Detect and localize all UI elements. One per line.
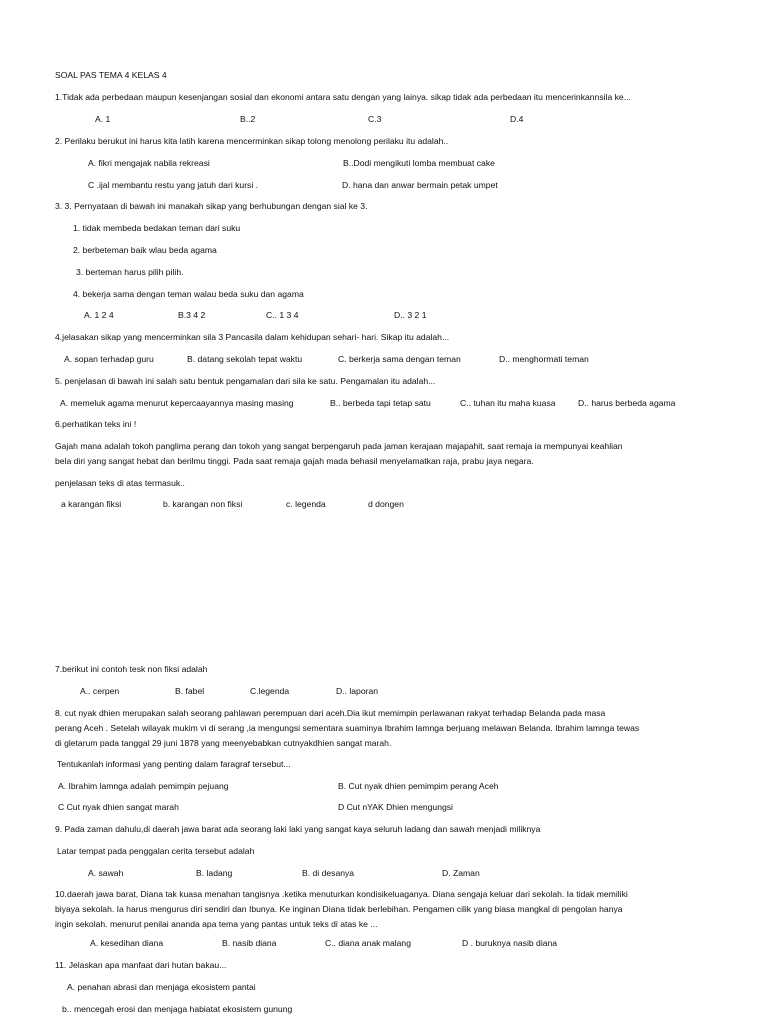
q5-option-c: C.. tuhan itu maha kuasa (460, 398, 556, 408)
q10-option-a: A. kesedihan diana (90, 938, 164, 948)
q1-option-b: B..2 (240, 114, 256, 124)
q4-option-a: A. sopan terhadap guru (64, 354, 154, 364)
q3-option-c: C.. 1 3 4 (266, 310, 299, 320)
q3-option-d: D.. 3 2 1 (394, 310, 427, 320)
q1-option-a: A. 1 (95, 114, 111, 124)
q9-option-b: B. ladang (196, 868, 233, 878)
question-8-line-2: perang Aceh . Setelah wilayak mukim vi di serang ,ia mengungsi sementara suaminya Ibrahim lamnga berjuang melawan Belanda. Ibrahim lamnga tewas (55, 723, 640, 733)
q2-option-a: A. fikri mengajak nabila rekreasi (88, 158, 210, 168)
question-8-line-1: 8. cut nyak dhien merupakan salah seorang pahlawan perempuan dari aceh.Dia ikut memimpin perlawanan rakyat terhadap Belanda pada masa (55, 708, 606, 718)
q8-option-d: D Cut nYAK Dhien mengungsi (338, 802, 453, 812)
q6-passage-line-2: bela diri yang sangat hebat dan berilmu tinggi. Pada saat remaja gajah mada behasil menyelamatkan raja, prabu jaya negara. (55, 456, 534, 466)
q11-option-a: A. penahan abrasi dan menjaga ekosistem pantai (67, 982, 256, 992)
q9-option-a: A. sawah (88, 868, 124, 878)
q3-option-b: B.3 4 2 (178, 310, 206, 320)
q3-statement-2: 2. berbeteman baik wlau beda agama (73, 245, 217, 255)
question-6: 6.perhatikan teks ini ! (55, 419, 137, 429)
q8-option-a: A. Ibrahim lamnga adalah pemimpin pejuang (58, 781, 229, 791)
question-3: 3. 3. Pernyataan di bawah ini manakah sikap yang berhubungan dengan sial ke 3. (55, 201, 368, 211)
question-5: 5. penjelasan di bawah ini salah satu bentuk pengamalan dari sila ke satu. Pengamalan itu adalah... (55, 376, 436, 386)
question-9: 9. Pada zaman dahulu,di daerah jawa barat ada seorang laki laki yang sangat kaya seluruh ladang dan sawah menjadi miliknya (55, 824, 541, 834)
q9-option-c: B. di desanya (302, 868, 355, 878)
question-1: 1.Tidak ada perbedaan maupun kesenjangan sosial dan ekonomi antara satu dengan yang lainya. sikap tidak ada perbedaan itu mencerinkannsila ke... (55, 92, 631, 102)
q6-prompt: penjelasan teks di atas termasuk.. (55, 478, 185, 488)
q3-statement-4: 4. bekerja sama dengan teman walau beda suku dan agama (73, 289, 304, 299)
q4-option-c: C. berkerja sama dengan teman (338, 354, 461, 364)
q2-option-b: B..Dodi mengikuti lomba membuat cake (343, 158, 495, 168)
q2-option-c: C .ijal membantu restu yang jatuh dari kursi . (88, 180, 259, 190)
q3-option-a: A. 1 2 4 (84, 310, 114, 320)
q7-option-c: C.legenda (250, 686, 290, 696)
question-10-line-3: ingin sekolah. menurut penilai ananda apa tema yang pantas untuk teks di atas ke ... (55, 919, 378, 929)
q9-prompt: Latar tempat pada penggalan cerita tersebut adalah (57, 846, 255, 856)
question-11: 11. Jelaskan apa manfaat dari hutan bakau... (55, 960, 227, 970)
q7-option-a: A.. cerpen (80, 686, 120, 696)
q9-option-d: D. Zaman (442, 868, 480, 878)
q5-option-d: D.. harus berbeda agama (578, 398, 676, 408)
q7-option-b: B. fabel (175, 686, 205, 696)
question-10-line-1: 10.daerah jawa barat, Diana tak kuasa menahan tangisnya .ketika menuturkan kondisikeluaganya. Diana sengaja keluar dari sekolah. Ia tidak memiliki (55, 889, 628, 899)
q1-option-d: D.4 (510, 114, 524, 124)
q7-option-d: D.. laporan (336, 686, 379, 696)
q8-prompt: Tentukanlah informasi yang penting dalam faragraf tersebut... (57, 759, 291, 769)
question-2: 2. Perilaku berukut ini harus kita latih karena mencerminkan sikap tolong menolong perilaku itu adalah.. (55, 136, 449, 146)
q10-option-b: B. nasib diana (222, 938, 277, 948)
q4-option-d: D.. menghormati teman (499, 354, 589, 364)
q6-passage-line-1: Gajah mana adalah tokoh panglima perang dan tokoh yang sangat berpengaruh pada jaman kerajaan majapahit, saat remaja ia mempunyai keahlian (55, 441, 623, 451)
question-4: 4.jelasakan sikap yang mencerminkan sila 3 Pancasila dalam kehidupan sehari- hari. Sikap itu adalah... (55, 332, 450, 342)
q10-option-d: D . buruknya nasib diana (462, 938, 558, 948)
q4-option-b: B. datang sekolah tepat waktu (187, 354, 303, 364)
question-7: 7.berikut ini contoh tesk non fiksi adalah (55, 664, 208, 674)
document-title: SOAL PAS TEMA 4 KELAS 4 (55, 70, 167, 80)
q3-statement-3: 3. berteman harus pilih pilih. (76, 267, 184, 277)
q8-option-b: B. Cut nyak dhien pemimpim perang Aceh (338, 781, 499, 791)
q1-option-c: C.3 (368, 114, 382, 124)
q10-option-c: C.. diana anak malang (325, 938, 411, 948)
question-8-line-3: di gletarum pada tanggal 29 juni 1878 yang meenyebabkan cutnyakdhien sangat marah. (55, 738, 392, 748)
q11-option-b: b.. mencegah erosi dan menjaga habiatat ekosistem gunung (62, 1004, 293, 1014)
q6-option-d: d dongen (368, 499, 404, 509)
q6-option-b: b. karangan non fiksi (163, 499, 243, 509)
q3-statement-1: 1. tidak membeda bedakan teman dari suku (73, 223, 241, 233)
q6-option-a: a karangan fiksi (61, 499, 122, 509)
q6-option-c: c. legenda (286, 499, 326, 509)
q8-option-c: C Cut nyak dhien sangat marah (58, 802, 179, 812)
q5-option-a: A. memeluk agama menurut kepercaayannya masing masing (60, 398, 294, 408)
q5-option-b: B.. berbeda tapi tetap satu (330, 398, 431, 408)
q2-option-d: D. hana dan anwar bermain petak umpet (342, 180, 498, 190)
question-10-line-2: biyaya sekolah. Ia harus mengurus diri sendiri dan Ibunya. Ke inginan Diana tidak berlebihan. Pengamen cilik yang biasa mangkal di pengolan hanya (55, 904, 623, 914)
